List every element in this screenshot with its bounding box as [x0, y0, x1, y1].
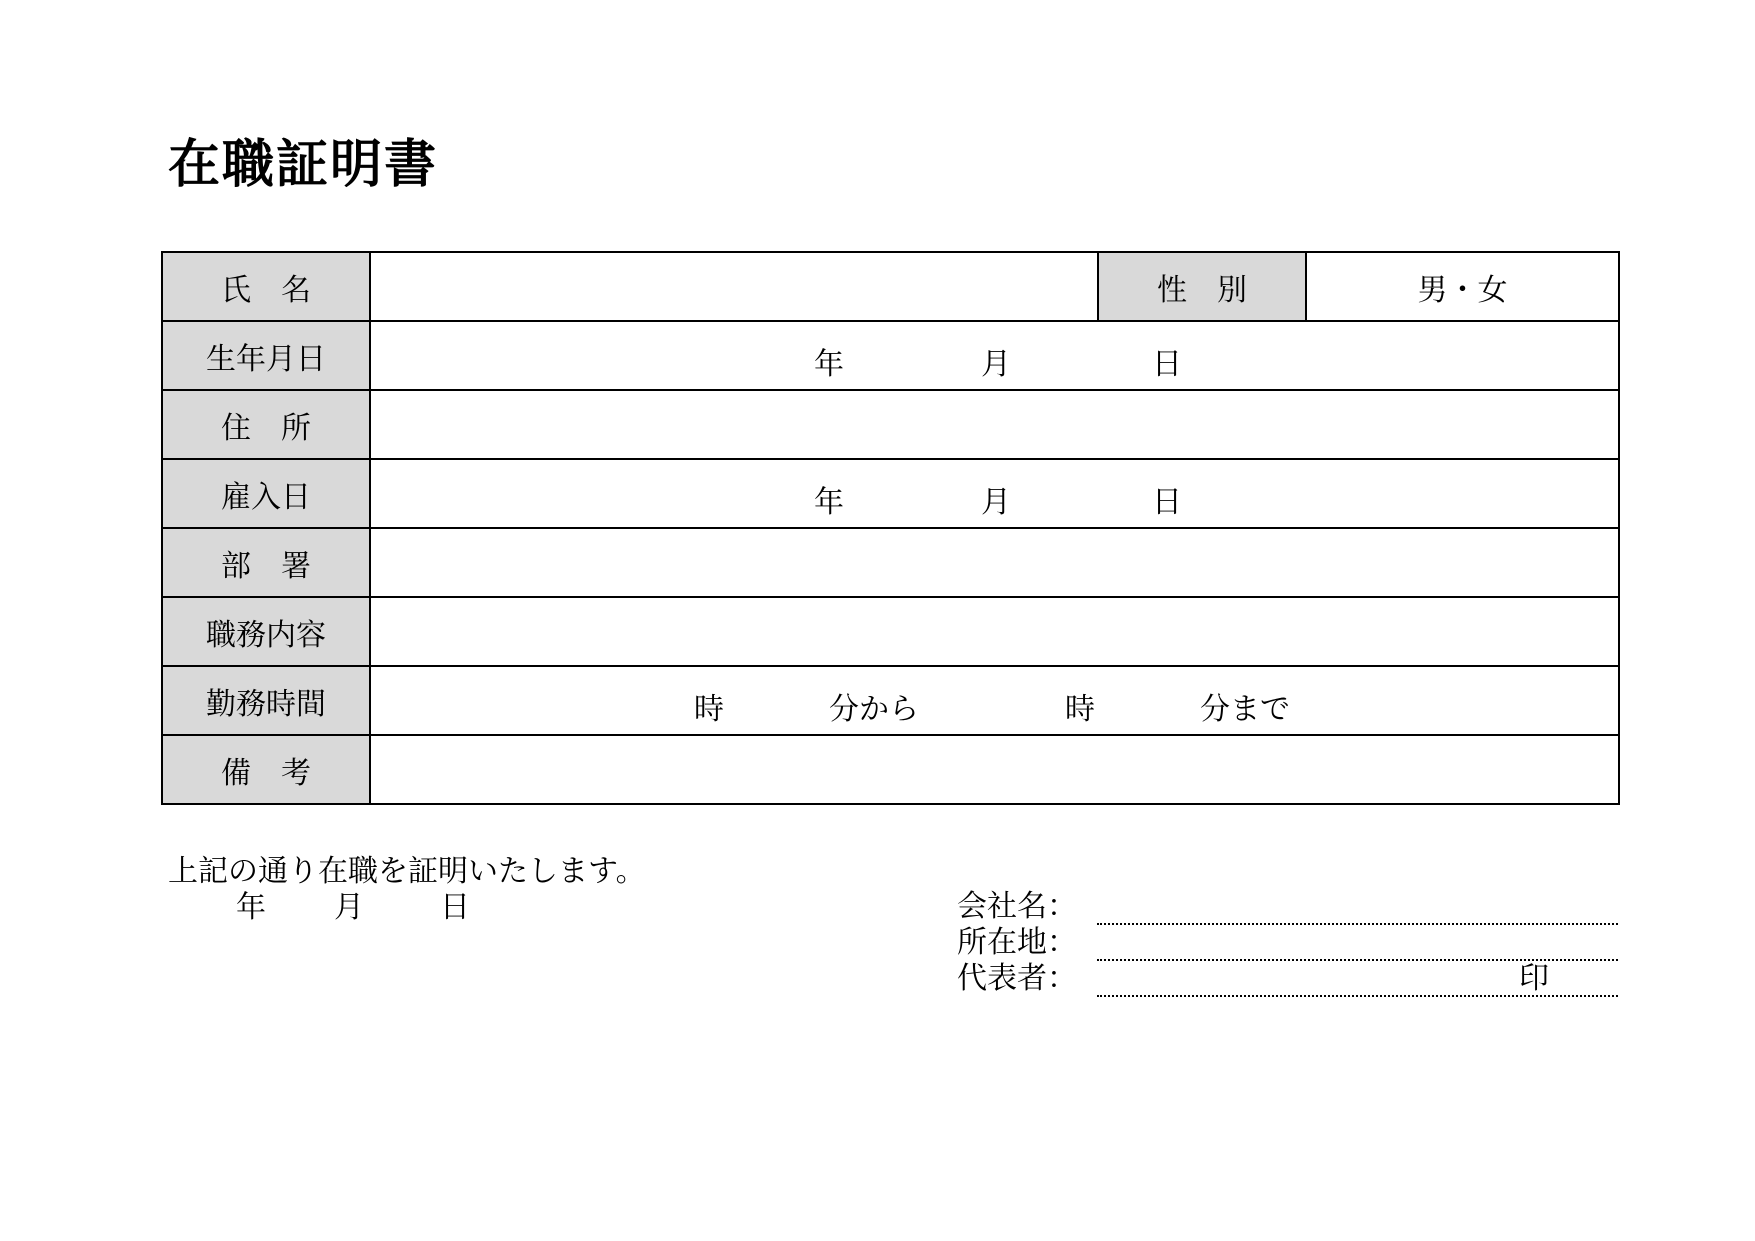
representative-label: 代表者：: [957, 961, 1077, 996]
row-name: [162, 252, 1619, 321]
gender-field[interactable]: 男・女: [1306, 252, 1619, 321]
birthdate-month-unit: 月: [981, 347, 1011, 382]
row-remarks: [162, 735, 1619, 804]
representative-row[interactable]: [957, 961, 1618, 997]
row-address: [162, 390, 1619, 459]
company-name-row[interactable]: [957, 889, 1618, 925]
duties-label: 職務内容: [162, 597, 370, 666]
name-label: 氏 名: [162, 252, 370, 321]
gender-label: 性 別: [1098, 252, 1306, 321]
row-birthdate: [162, 321, 1619, 390]
work-hours-label: 勤務時間: [162, 666, 370, 735]
birthdate-field[interactable]: [370, 321, 1619, 390]
certification-statement: 上記の通り在職を証明いたします。: [168, 854, 646, 889]
certification-year-unit: 年: [236, 890, 266, 925]
company-address-label: 所在地：: [957, 925, 1077, 960]
work-hours-from-hour-unit: 時: [694, 692, 724, 727]
hire-date-label: 雇入日: [162, 459, 370, 528]
department-field[interactable]: [370, 528, 1619, 597]
certification-day-unit: 日: [440, 890, 470, 925]
row-hire-date: [162, 459, 1619, 528]
company-name-label: 会社名：: [957, 889, 1077, 924]
certificate-form-table: [161, 251, 1620, 805]
remarks-label: 備 考: [162, 735, 370, 804]
document-title: 在職証明書: [168, 134, 439, 195]
remarks-field[interactable]: [370, 735, 1619, 804]
seal-mark: 印: [1519, 961, 1549, 996]
hire-date-month-unit: 月: [981, 485, 1011, 520]
duties-field[interactable]: [370, 597, 1619, 666]
row-work-hours: [162, 666, 1619, 735]
address-label: 住 所: [162, 390, 370, 459]
birthdate-year-unit: 年: [814, 347, 844, 382]
address-field[interactable]: [370, 390, 1619, 459]
work-hours-from-minute-unit: 分から: [829, 692, 919, 727]
birthdate-label: 生年月日: [162, 321, 370, 390]
hire-date-field[interactable]: [370, 459, 1619, 528]
name-field[interactable]: [370, 252, 1098, 321]
work-hours-to-minute-unit: 分まで: [1200, 692, 1290, 727]
hire-date-year-unit: 年: [814, 485, 844, 520]
row-department: [162, 528, 1619, 597]
company-address-row[interactable]: [957, 925, 1618, 961]
work-hours-field[interactable]: [370, 666, 1619, 735]
work-hours-to-hour-unit: 時: [1065, 692, 1095, 727]
certification-month-unit: 月: [334, 890, 364, 925]
birthdate-day-unit: 日: [1152, 347, 1182, 382]
hire-date-day-unit: 日: [1152, 485, 1182, 520]
row-duties: [162, 597, 1619, 666]
department-label: 部 署: [162, 528, 370, 597]
